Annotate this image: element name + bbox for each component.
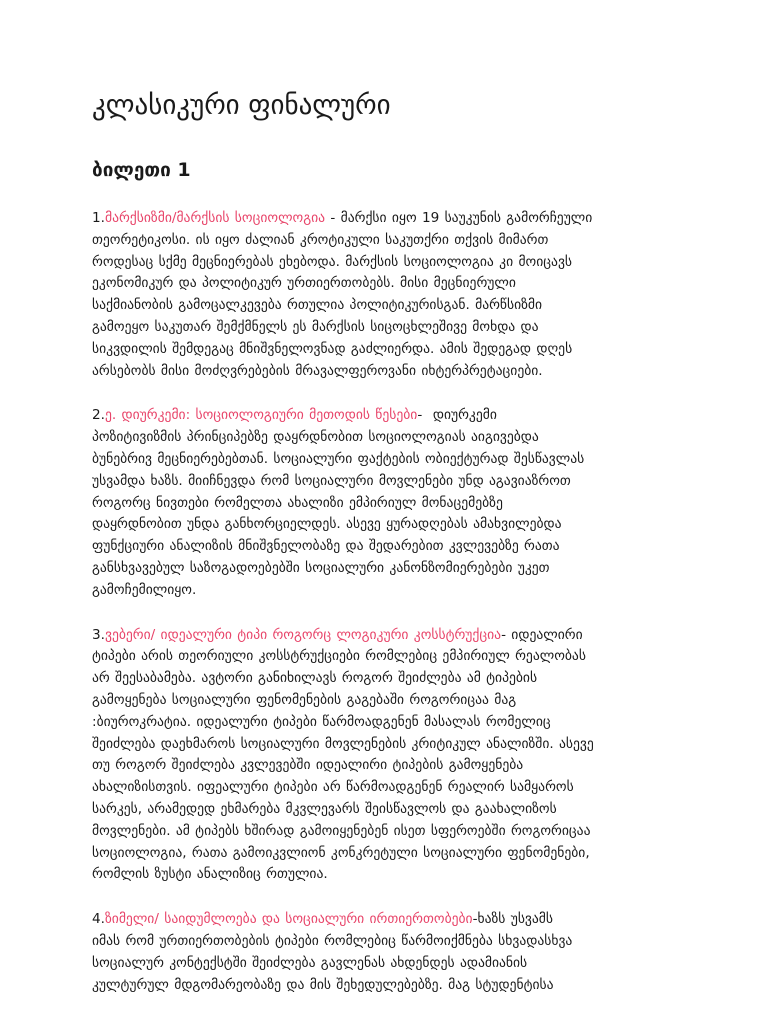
paragraph-line: რომლის ზუსტი ანალიზიც რთულია.: [92, 866, 328, 883]
paragraph-line: [92, 909, 692, 931]
paragraph-line: ტიპები არის თეორიული კოსსტრუქციები რომლებიც ემპირიულ რეალობას: [92, 648, 586, 665]
paragraph-line: [92, 208, 692, 230]
paragraph-line: არ შეესაბამება. ავტორი განიხილავს როგორ შეიძლება ამ ტიპების: [92, 670, 538, 687]
paragraph-line: ბუნებრივ მეცნიერებებთან. სოციალური ფაქტების ობიექტურად შესწავლას: [92, 450, 585, 467]
section-first-line-text: - მარქსი იყო 19 საუკუნის გამორჩეული: [325, 210, 593, 226]
paragraph-line: როდესაც სქმე მეცნიერებას ეხებოდა. მარქსის სოციოლოგია კი მოიცავს: [92, 253, 573, 270]
section-heading: მარქსიზმი/მარქსის სოციოლოგია: [104, 210, 326, 226]
paragraph-line: [92, 625, 692, 647]
paragraph-line: არსებობს მისი მოძღვრებების მრავალფეროვანი იხტერპრეტაციები.: [92, 362, 543, 379]
paragraph-line: სოციოლოგია, რათა გამოიკვლიონ კონკრეტული სოციალური ფენომენები,: [92, 844, 590, 861]
document-title: კლასიკური ფინალური: [92, 90, 391, 121]
section-paragraph: [92, 625, 692, 887]
paragraph-line: გამოეყო საკუთარ შემქმნელს ეს მარქსის სიცოცხლეშივე მოხდა და: [92, 318, 539, 335]
paragraph-line: იმას რომ ურთიერთობების ტიპები რომლებიც წარმოიქმნება სხვადასხვა: [92, 932, 573, 949]
paragraph-line: სიკვდილის შემდეგაც მნიშვნელოვნად გაძლიერდა. ამის შედეგად დღეს: [92, 340, 573, 357]
paragraph-line: თეორეტიკოსი. ის იყო ძალიან კროტიკული საკუთქრი თქვის მიმართ: [92, 231, 549, 248]
section-paragraph: [92, 208, 692, 382]
section-first-line-text: - დიურკემი: [417, 407, 497, 424]
paragraph-line: უსვამდა ხაზს. მიიჩნევდა რომ სოციალური მოვლენები უნდ აგავიაზროთ: [92, 472, 571, 489]
paragraph-line: პოზიტივიზმის პრინციპებზე დაყრდნობით სოციოლოგიას აიგივებდა: [92, 429, 539, 446]
section-number: 1.: [92, 210, 105, 226]
paragraph-line: ეკონომიკურ და პოლიტიკურ ურთიერთობებს. მისი მეცნიერული: [92, 275, 516, 292]
paragraph-line: კულტურულ მდგომარეობაზე და მის შეხედულებებზე. მაგ სტუდენტისა: [92, 976, 554, 993]
section-paragraph: [92, 405, 692, 601]
paragraph-line: ფუნქციური ანალიზის მნიშვნელობაზე და შედარებით კვლევებზე რათა: [92, 538, 560, 555]
document-page: [92, 86, 692, 1019]
section-paragraph: [92, 909, 692, 996]
paragraph-line: როგორც ნივთები რომელთა ახალიზი ემპირიულ მონაცემებზე: [92, 494, 503, 511]
section-number: 4.: [92, 911, 105, 928]
paragraph-line: გამოჩემილიყო.: [92, 581, 197, 598]
section-heading: ე. დიურკემი: სოციოლოგიური მეთოდის წესები: [104, 407, 418, 424]
paragraph-line: დაყრდნობით უნდა განხორციელდეს. ასევე ყურადღებას ამახვილებდა: [92, 516, 562, 533]
paragraph-line: საქმიანობის გამოცალკევება რთულია პოლიტიკურისგან. მარწსიზმი: [92, 297, 543, 314]
paragraph-line: სოციალურ კონტექსტში შეიძლება გავლენას ახდენდეს ადამიანის: [92, 954, 528, 971]
paragraph-line: შეიძლება დაეხმაროს სოციალური მოვლენების კრიტიკულ ანალიზში. ასევე: [92, 735, 594, 752]
section-heading: ვებერი/ იდეალური ტიპი როგორც ლოგიკური კოსსტრუქცია: [104, 626, 502, 643]
section-first-line-text: -ხაზს უსვამს: [472, 911, 554, 928]
paragraph-line: :ბიუროკრატია. იდეალური ტიპები წარმოადგენენ მასალას რომელიც: [92, 713, 551, 730]
paragraph-line: ახალიზისთვის. იფეალური ტიპები არ წარმოადგენენ რეალირ სამყაროს: [92, 779, 574, 796]
ticket-heading: ბილეთი 1: [92, 159, 191, 181]
section-heading: ზიმელი/ საიდუმლოება და სოციალური ირთიერთობები: [104, 911, 473, 928]
paragraph-line: განსხვავებულ საზოგადოებებში სოციალური კანონზომიერებები უკეთ: [92, 559, 550, 576]
section-number: 2.: [92, 407, 105, 424]
paragraph-line: თუ როგორ შეიძლება კვლევებში იდეალირი ტიპების გამოყენება: [92, 757, 524, 774]
paragraph-line: გამოყენება სოციალური ფენომენების გაგებაში როგორიცაა მაგ: [92, 691, 517, 708]
paragraph-line: სარკეს, არამედედ ეხმარება მკვლევარს შეისწავლოს და გაახალიზოს: [92, 800, 557, 817]
paragraph-line: [92, 405, 692, 427]
paragraph-line: მოვლენები. ამ ტიპებს ხშირად გამოიყენებენ ისეთ სფეროებში როგორიცაა: [92, 822, 591, 839]
sections-container: [92, 208, 692, 996]
section-number: 3.: [92, 626, 105, 643]
section-first-line-text: - იდეალირი: [501, 626, 583, 643]
